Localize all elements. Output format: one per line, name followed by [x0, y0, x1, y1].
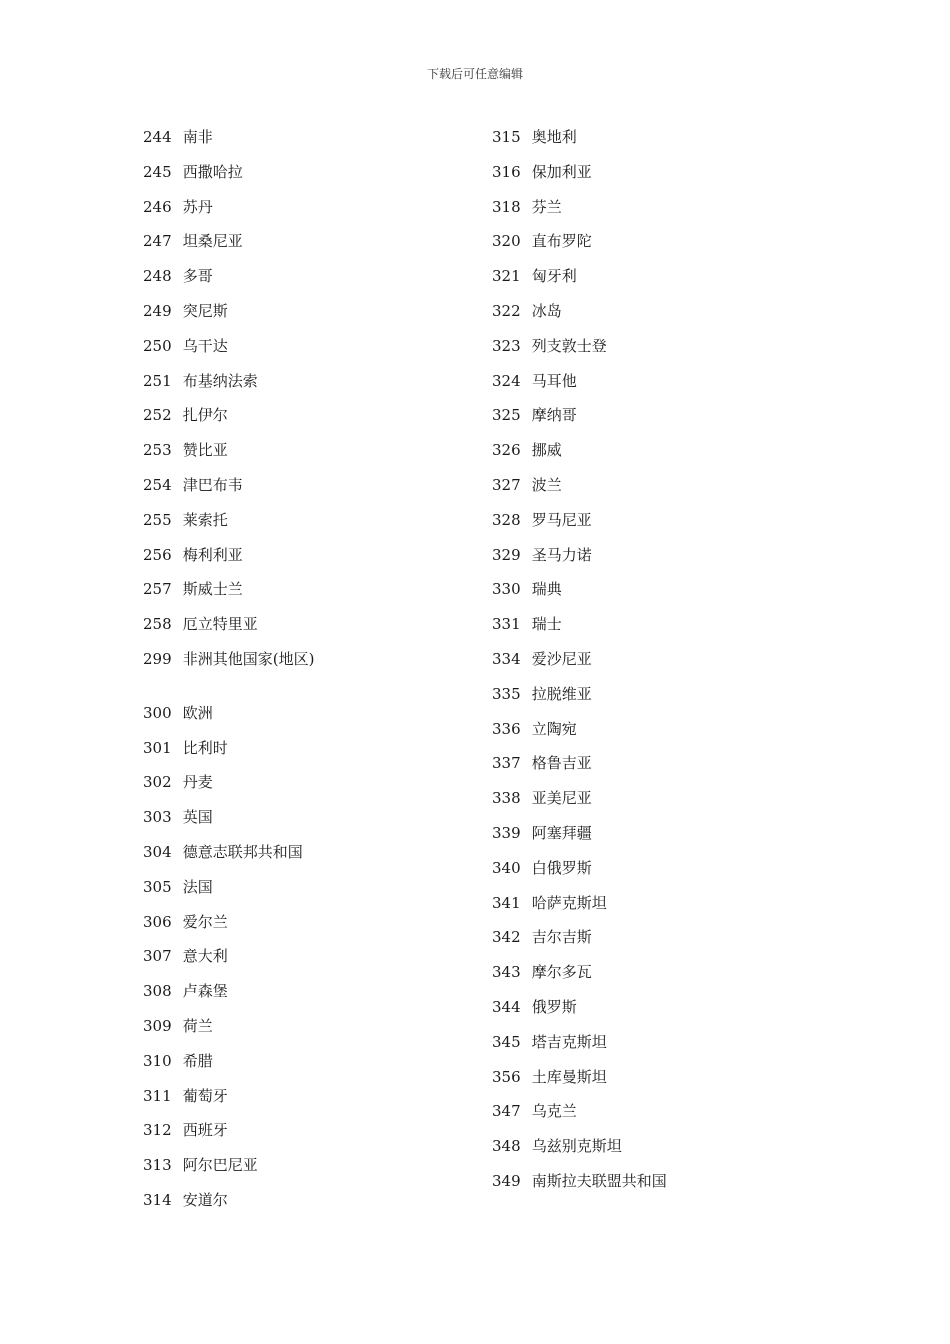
country-name: 安道尔: [182, 1190, 228, 1209]
country-name: 荷兰: [182, 1016, 213, 1035]
country-name: 芬兰: [531, 197, 562, 216]
country-code: 315: [492, 128, 521, 146]
list-item: [143, 610, 315, 645]
country-name: 斯威士兰: [182, 580, 243, 599]
country-code: 342: [492, 928, 521, 947]
country-code: 335: [492, 684, 521, 703]
country-name: 突尼斯: [182, 301, 228, 320]
country-code: 303: [143, 808, 172, 827]
list-item: [492, 158, 667, 193]
list-item: [492, 993, 667, 1028]
right-country-list: [492, 123, 667, 1202]
country-name: 匈牙利: [531, 267, 577, 286]
list-item: [143, 123, 315, 158]
country-code: 336: [492, 719, 521, 738]
list-item: [143, 1186, 315, 1221]
country-name: 意大利: [182, 947, 228, 966]
list-item: [143, 768, 315, 803]
list-item: [492, 819, 667, 854]
list-item: [143, 1012, 315, 1047]
list-item: [143, 803, 315, 838]
country-code: 331: [492, 615, 521, 634]
country-code: 349: [492, 1171, 521, 1190]
country-code: 320: [492, 232, 521, 251]
page-header: 下载后可任意编辑: [426, 67, 523, 81]
list-item: [492, 1132, 667, 1167]
list-item: [492, 889, 667, 924]
country-name: 西班牙: [182, 1121, 228, 1140]
country-code: 337: [492, 754, 521, 773]
country-code: 344: [492, 997, 521, 1016]
country-code: 326: [492, 441, 521, 460]
country-code: 300: [143, 703, 172, 722]
country-code: 255: [143, 510, 172, 529]
list-item: [492, 297, 667, 332]
country-name: 莱索托: [182, 510, 228, 529]
list-item: [492, 749, 667, 784]
country-code: 340: [492, 858, 521, 877]
country-code: 246: [143, 197, 172, 216]
country-name: 扎伊尔: [182, 406, 228, 425]
country-code: 311: [143, 1086, 172, 1105]
country-code: 250: [143, 336, 172, 355]
country-name: 塔吉克斯坦: [531, 1032, 607, 1051]
country-code: 322: [492, 301, 521, 320]
country-name: 卢森堡: [182, 982, 228, 1001]
list-item: [143, 838, 315, 873]
country-name: 比利时: [182, 738, 228, 757]
country-name: 拉脱维亚: [531, 684, 592, 703]
list-item: [492, 541, 667, 576]
list-item: [492, 715, 667, 750]
list-item: [143, 977, 315, 1012]
list-item: [492, 227, 667, 262]
country-name: 南斯拉夫联盟共和国: [531, 1171, 667, 1190]
country-code: 328: [492, 510, 521, 529]
list-item: [492, 262, 667, 297]
list-item: [143, 471, 315, 506]
list-item: [492, 958, 667, 993]
list-item: [143, 1151, 315, 1186]
country-code: 312: [143, 1121, 172, 1140]
country-code: 245: [143, 162, 172, 181]
list-item: [492, 1167, 667, 1202]
list-item: [492, 332, 667, 367]
list-item: [143, 1047, 315, 1082]
left-country-list: [143, 123, 315, 1221]
list-item: [143, 645, 315, 680]
country-code: 325: [492, 406, 521, 425]
country-code: 329: [492, 545, 521, 564]
list-item: [143, 262, 315, 297]
list-item: [492, 784, 667, 819]
list-item: [143, 367, 315, 402]
country-code: 307: [143, 947, 172, 966]
list-item: [143, 734, 315, 769]
country-name: 挪威: [531, 441, 562, 460]
country-code: 334: [492, 649, 521, 668]
country-name: 罗马尼亚: [531, 510, 592, 529]
list-item: [492, 1097, 667, 1132]
country-name: 苏丹: [182, 197, 213, 216]
country-name: 白俄罗斯: [531, 858, 592, 877]
country-name: 瑞士: [531, 615, 562, 634]
country-name: 马耳他: [531, 371, 577, 390]
country-name: 乌克兰: [531, 1102, 577, 1121]
country-name: 梅利利亚: [182, 545, 243, 564]
country-code: 321: [492, 267, 521, 286]
country-code: 339: [492, 823, 521, 842]
country-code: 314: [143, 1190, 172, 1209]
country-code: 310: [143, 1051, 172, 1070]
country-name: 南非: [182, 128, 213, 146]
country-code: 347: [492, 1102, 521, 1121]
country-name: 布基纳法索: [182, 371, 258, 390]
country-code: 345: [492, 1032, 521, 1051]
country-name: 波兰: [531, 475, 562, 494]
country-code: 251: [143, 371, 172, 390]
list-item: [492, 193, 667, 228]
list-item: [492, 575, 667, 610]
country-name: 非洲其他国家(地区): [182, 649, 315, 668]
country-name: 吉尔吉斯: [531, 928, 592, 947]
country-code: 348: [492, 1137, 521, 1156]
list-item: [492, 506, 667, 541]
list-item: [492, 401, 667, 436]
list-item: [143, 158, 315, 193]
country-name: 爱沙尼亚: [531, 649, 592, 668]
country-code: 252: [143, 406, 172, 425]
list-item: [492, 923, 667, 958]
list-item: [143, 227, 315, 262]
country-name: 格鲁吉亚: [531, 754, 592, 773]
country-name: 德意志联邦共和国: [182, 842, 303, 861]
country-name: 坦桑尼亚: [182, 232, 243, 251]
country-code: 244: [143, 128, 172, 146]
country-name: 奥地利: [531, 128, 577, 146]
country-name: 乌兹别克斯坦: [531, 1137, 622, 1156]
list-item: [143, 193, 315, 228]
country-name: 阿尔巴尼亚: [182, 1156, 258, 1175]
list-item: [143, 699, 315, 734]
country-name: 立陶宛: [531, 719, 577, 738]
country-code: 256: [143, 545, 172, 564]
country-name: 土库曼斯坦: [531, 1067, 607, 1086]
list-item: [492, 854, 667, 889]
list-item: [143, 436, 315, 471]
list-item: [143, 332, 315, 367]
country-name: 亚美尼亚: [531, 789, 592, 808]
country-code: 299: [143, 649, 172, 668]
country-name: 多哥: [182, 267, 213, 286]
list-item: [143, 1116, 315, 1151]
list-item: [492, 645, 667, 680]
country-code: 330: [492, 580, 521, 599]
country-code: 323: [492, 336, 521, 355]
list-item: [143, 908, 315, 943]
country-name: 津巴布韦: [182, 475, 243, 494]
country-code: 324: [492, 371, 521, 390]
country-code: 305: [143, 877, 172, 896]
country-code: 318: [492, 197, 521, 216]
list-item: [143, 942, 315, 977]
list-item: [143, 506, 315, 541]
list-item: [492, 436, 667, 471]
country-name: 法国: [182, 877, 213, 896]
country-name: 哈萨克斯坦: [531, 893, 607, 912]
country-code: 302: [143, 773, 172, 792]
list-item: [143, 541, 315, 576]
country-code: 254: [143, 475, 172, 494]
country-name: 厄立特里亚: [182, 615, 258, 634]
country-name: 欧洲: [182, 703, 213, 722]
country-name: 乌干达: [182, 336, 228, 355]
country-name: 丹麦: [182, 773, 213, 792]
country-code: 257: [143, 580, 172, 599]
country-code: 343: [492, 963, 521, 982]
country-name: 摩尔多瓦: [531, 963, 592, 982]
country-code: 247: [143, 232, 172, 251]
country-code: 258: [143, 615, 172, 634]
list-item: [143, 873, 315, 908]
list-item: [492, 1028, 667, 1063]
country-code: 304: [143, 842, 172, 861]
country-code: 253: [143, 441, 172, 460]
country-name: 英国: [182, 808, 213, 827]
list-item: [143, 401, 315, 436]
country-name: 瑞典: [531, 580, 562, 599]
country-code: 301: [143, 738, 172, 757]
country-name: 直布罗陀: [531, 232, 592, 251]
country-code: 309: [143, 1016, 172, 1035]
list-item: [492, 610, 667, 645]
list-item: [492, 471, 667, 506]
country-name: 赞比亚: [182, 441, 228, 460]
list-item: [492, 367, 667, 402]
country-name: 冰岛: [531, 301, 562, 320]
country-code: 338: [492, 789, 521, 808]
country-code: 306: [143, 912, 172, 931]
country-name: 爱尔兰: [182, 912, 228, 931]
country-name: 摩纳哥: [531, 406, 577, 425]
country-name: 圣马力诺: [531, 545, 592, 564]
list-item: [492, 123, 667, 158]
country-name: 希腊: [182, 1051, 213, 1070]
country-name: 列支敦士登: [531, 336, 607, 355]
country-name: 西撒哈拉: [182, 162, 243, 181]
country-name: 保加利亚: [531, 162, 592, 181]
list-item: [143, 297, 315, 332]
country-code: 248: [143, 267, 172, 286]
country-code: 356: [492, 1067, 521, 1086]
country-code: 308: [143, 982, 172, 1001]
country-name: 阿塞拜疆: [531, 823, 592, 842]
country-code: 316: [492, 162, 521, 181]
country-name: 俄罗斯: [531, 997, 577, 1016]
country-code: 341: [492, 893, 521, 912]
list-item: [492, 680, 667, 715]
list-item: [492, 1063, 667, 1098]
country-name: 葡萄牙: [182, 1086, 228, 1105]
list-item: [143, 1082, 315, 1117]
country-code: 249: [143, 301, 172, 320]
country-code: 327: [492, 475, 521, 494]
list-item: [143, 575, 315, 610]
country-code: 313: [143, 1156, 172, 1175]
